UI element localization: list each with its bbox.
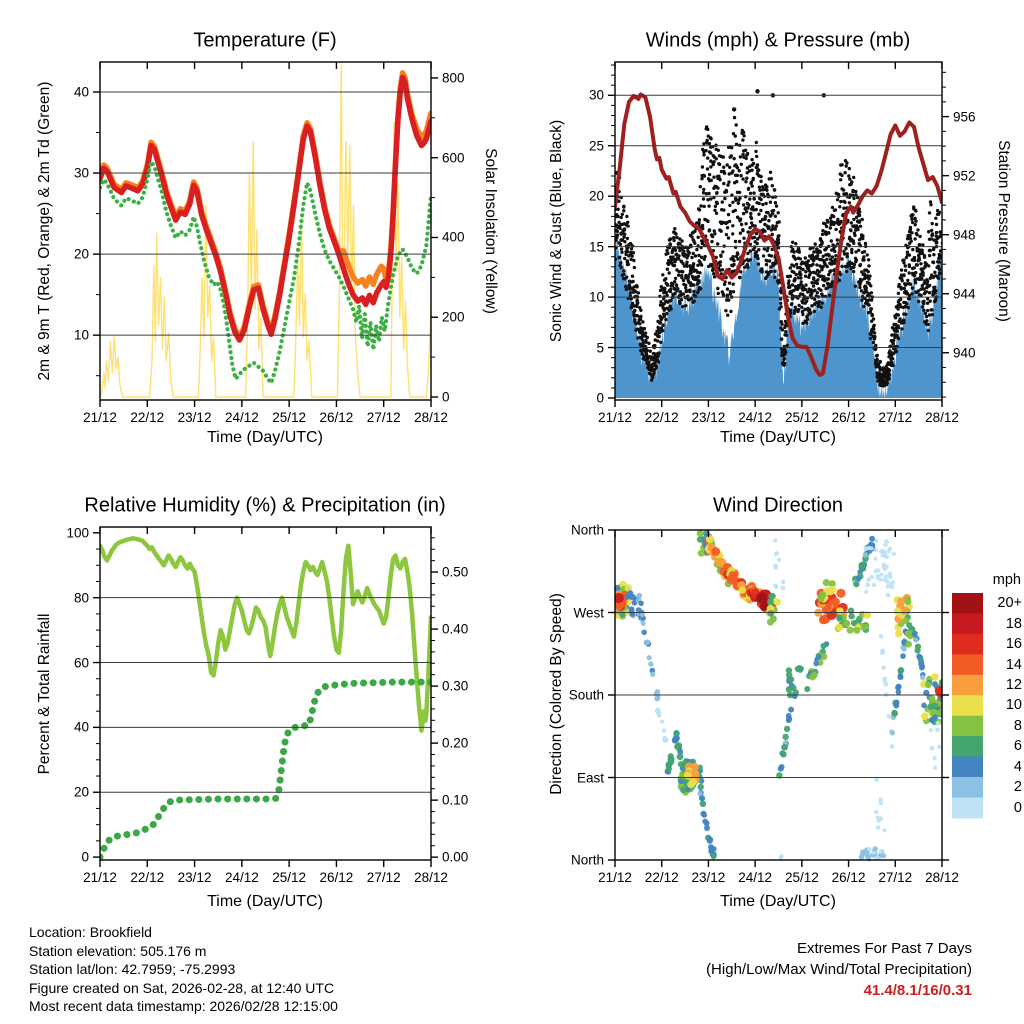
wind-direction-xaxis-label: Time (Day/UTC)	[720, 893, 836, 910]
y-tick-label: 200	[442, 309, 465, 325]
y-tick-label: 0	[81, 849, 89, 865]
colorbar-unit-label: mph	[992, 572, 1021, 588]
x-tick-label: 26/12	[831, 410, 866, 425]
y-tick-label: East	[576, 770, 604, 785]
y-tick-label: 400	[442, 229, 465, 245]
colorbar-label: 10	[1005, 697, 1022, 714]
colorbar-label: 0	[1013, 799, 1022, 816]
direction-left-axis-label: Direction (Colored By Speed)	[548, 593, 565, 795]
x-tick-label: 24/12	[224, 870, 259, 885]
y-tick-label: 0.50	[442, 564, 469, 580]
colorbar-swatch	[952, 634, 983, 655]
x-tick-label: 28/12	[925, 410, 959, 425]
y-tick-label: 0	[442, 389, 450, 405]
extremes-values: 41.4/8.1/16/0.31	[863, 982, 972, 999]
data-timestamp-line: Most recent data timestamp: 2026/02/28 12:15:00	[29, 998, 338, 1015]
colorbar-label: 18	[1005, 615, 1022, 632]
x-tick-label: 26/12	[319, 870, 354, 885]
colorbar-swatch	[952, 613, 983, 634]
x-tick-label: 24/12	[738, 870, 773, 885]
y-tick-label: 60	[73, 655, 89, 671]
figure-created-line: Figure created on Sat, 2026-02-28, at 12:40 UTC	[29, 979, 335, 996]
extremes-block	[706, 938, 972, 1001]
y-tick-label: 0.20	[442, 735, 469, 751]
temperature-left-axis-label: 2m & 9m T (Red, Orange) & 2m Td (Green)	[36, 81, 53, 381]
y-tick-label: 944	[953, 286, 976, 302]
9m-temperature	[100, 73, 431, 337]
x-tick-label: 25/12	[272, 410, 307, 425]
humidity-xaxis-label: Time (Day/UTC)	[207, 893, 323, 910]
y-tick-label: 80	[73, 590, 89, 606]
y-tick-label: 956	[953, 109, 976, 125]
y-tick-label: West	[573, 605, 604, 620]
x-tick-label: 23/12	[691, 410, 726, 425]
x-tick-label: 22/12	[644, 410, 679, 425]
y-tick-label: 0.00	[442, 849, 469, 865]
x-tick-label: 28/12	[414, 410, 448, 425]
y-tick-label: 20	[73, 784, 89, 800]
y-tick-label: 0.10	[442, 792, 469, 808]
winds-pressure-chart-title: Winds (mph) & Pressure (mb)	[645, 29, 911, 52]
extremes-subtitle: (High/Low/Max Wind/Total Precipitation)	[706, 961, 972, 978]
total-rainfall	[100, 682, 431, 857]
colorbar-label: 20+	[997, 595, 1022, 612]
station-location: Location: Brookfield	[29, 924, 152, 940]
x-tick-label: 23/12	[691, 870, 726, 885]
y-tick-label: 25	[588, 138, 604, 154]
wind-left-axis-label: Sonic Wind & Gust (Blue, Black)	[548, 119, 565, 343]
temperature-xaxis-label: Time (Day/UTC)	[207, 429, 323, 446]
y-tick-label: 15	[588, 239, 604, 255]
colorbar-label: 4	[1013, 758, 1022, 775]
y-tick-label: 40	[73, 719, 89, 735]
y-tick-label: 0	[596, 390, 604, 406]
y-tick-label: 948	[953, 227, 976, 243]
colorbar-swatch	[952, 675, 983, 696]
x-tick-label: 27/12	[878, 410, 913, 425]
colorbar-swatch	[952, 593, 983, 614]
winds-xaxis-label: Time (Day/UTC)	[720, 429, 836, 446]
colorbar-swatch	[952, 654, 983, 675]
y-tick-label: 100	[66, 525, 89, 541]
colorbar-swatch	[952, 736, 983, 757]
x-tick-label: 26/12	[831, 870, 866, 885]
x-tick-label: 27/12	[366, 410, 401, 425]
y-tick-label: North	[570, 522, 604, 538]
relative-humidity	[100, 538, 431, 730]
x-tick-label: 26/12	[319, 410, 354, 425]
y-tick-label: 30	[588, 87, 604, 103]
x-tick-label: 25/12	[272, 870, 307, 885]
y-tick-label: 800	[442, 70, 465, 86]
x-tick-label: 28/12	[414, 870, 448, 885]
station-latlon: Station lat/lon: 42.7959; -75.2993	[29, 961, 236, 978]
colorbar-label: 16	[1005, 636, 1022, 653]
x-tick-label: 25/12	[784, 410, 819, 425]
colorbar-label: 14	[1005, 656, 1022, 673]
y-tick-label: 940	[953, 345, 976, 361]
colorbar-swatch	[952, 716, 983, 737]
colorbar-swatch	[952, 695, 983, 716]
y-tick-label: North	[570, 852, 604, 868]
x-tick-label: 25/12	[784, 870, 819, 885]
x-tick-label: 21/12	[598, 410, 632, 425]
colorbar-label: 2	[1013, 779, 1022, 796]
temperature-chart-title: Temperature (F)	[193, 29, 337, 52]
y-tick-label: 952	[953, 168, 976, 184]
x-tick-label: 24/12	[224, 410, 259, 425]
x-tick-label: 22/12	[130, 870, 165, 885]
x-tick-label: 21/12	[598, 870, 632, 885]
2m-dewpoint	[100, 162, 431, 383]
y-tick-label: 20	[73, 246, 89, 262]
y-tick-label: 10	[73, 327, 89, 343]
pressure-right-axis-label: Station Pressure (Maroon)	[995, 140, 1012, 322]
humidity-precip-chart-title: Relative Humidity (%) & Precipitation (in)	[84, 494, 446, 517]
colorbar-swatch	[952, 777, 983, 798]
x-tick-label: 23/12	[177, 410, 212, 425]
colorbar-swatch	[952, 757, 983, 778]
station-elevation: Station elevation: 505.176 m	[29, 942, 207, 959]
y-tick-label: 40	[73, 84, 89, 100]
y-tick-label: 0.40	[442, 621, 469, 637]
x-tick-label: 28/12	[925, 870, 959, 885]
x-tick-label: 27/12	[366, 870, 401, 885]
2m-temperature	[100, 77, 431, 340]
y-tick-label: 0.30	[442, 678, 469, 694]
extremes-title: Extremes For Past 7 Days	[796, 940, 972, 957]
x-tick-label: 27/12	[878, 870, 913, 885]
station-info	[29, 923, 338, 1016]
x-tick-label: 23/12	[177, 870, 212, 885]
colorbar-swatch	[952, 798, 983, 819]
y-tick-label: 600	[442, 150, 465, 166]
solar-insolation	[100, 66, 431, 397]
x-tick-label: 21/12	[83, 870, 117, 885]
wind-direction-chart-title: Wind Direction	[712, 494, 844, 517]
humidity-left-axis-label: Percent & Total Rainfall	[36, 613, 53, 775]
colorbar-label: 6	[1013, 738, 1022, 755]
y-tick-label: South	[568, 687, 604, 703]
x-tick-label: 22/12	[130, 410, 165, 425]
y-tick-label: 20	[588, 188, 604, 204]
y-tick-label: 5	[596, 340, 604, 356]
colorbar-label: 12	[1005, 677, 1022, 694]
colorbar-label: 8	[1013, 717, 1022, 734]
x-tick-label: 21/12	[83, 410, 117, 425]
x-tick-label: 24/12	[738, 410, 773, 425]
x-tick-label: 22/12	[644, 870, 679, 885]
solar-right-axis-label: Solar Insolation (Yellow)	[482, 148, 499, 314]
y-tick-label: 10	[588, 289, 604, 305]
y-tick-label: 30	[73, 165, 89, 181]
